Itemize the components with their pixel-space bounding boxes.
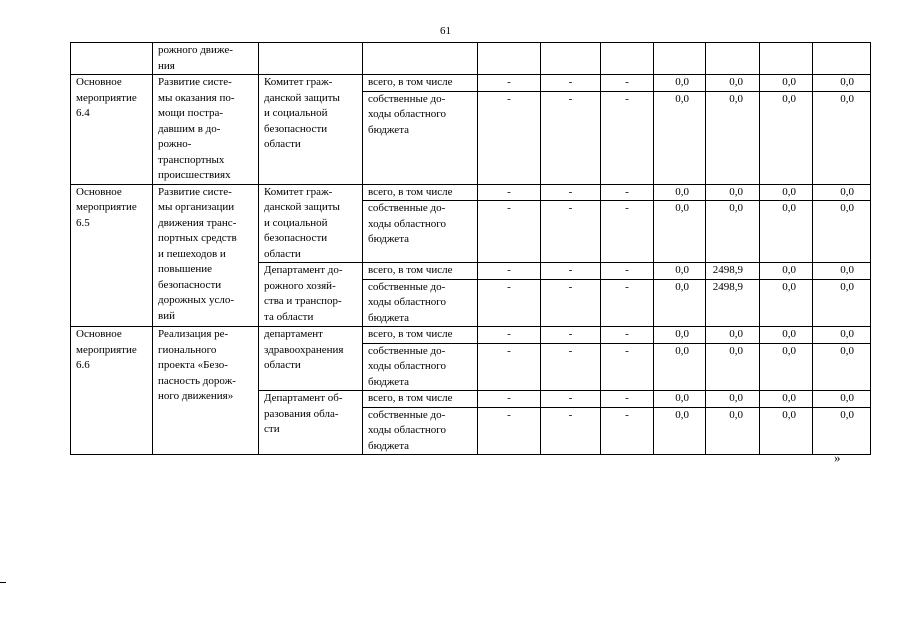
amount-cell: 0,0 — [706, 391, 760, 408]
dash-cell: - — [601, 279, 654, 327]
dash-cell: - — [541, 75, 601, 92]
dash-cell: - — [541, 391, 601, 408]
dash-cell: - — [478, 201, 541, 263]
funding-source-cell: всего, в том числе — [363, 391, 478, 408]
amount-cell: 0,0 — [760, 327, 813, 344]
value-cell — [654, 43, 706, 75]
dash-cell: - — [478, 184, 541, 201]
dash-cell: - — [478, 407, 541, 455]
dash-cell: - — [601, 201, 654, 263]
task-name-cell: Развитие систе- мы оказания по- мощи постра- давшим в до- рожно- транспортных происшествиях — [153, 75, 259, 185]
dash-cell: - — [541, 184, 601, 201]
dash-cell: - — [601, 407, 654, 455]
table-body — [71, 43, 871, 455]
amount-cell: 0,0 — [760, 91, 813, 184]
funding-source-cell: всего, в том числе — [363, 263, 478, 280]
funding-source-cell: собственные до- ходы областного бюджета — [363, 91, 478, 184]
amount-cell: 0,0 — [706, 201, 760, 263]
task-cell: рожного движе- ния — [153, 43, 259, 75]
amount-cell: 0,0 — [760, 201, 813, 263]
amount-cell: 0,0 — [813, 279, 871, 327]
activity-cell: Основное мероприятие 6.5 — [71, 184, 153, 327]
value-cell — [760, 43, 813, 75]
amount-cell: 0,0 — [813, 407, 871, 455]
activity-cell: Основное мероприятие 6.4 — [71, 75, 153, 185]
amount-cell: 0,0 — [654, 407, 706, 455]
dash-cell: - — [478, 75, 541, 92]
dash-cell: - — [478, 391, 541, 408]
amount-cell: 0,0 — [813, 327, 871, 344]
amount-cell: 0,0 — [654, 343, 706, 391]
amount-cell: 0,0 — [813, 184, 871, 201]
amount-cell: 0,0 — [706, 184, 760, 201]
task-name-cell: Реализация ре- гионального проекта «Безо- пасность дорож- ного движения» — [153, 327, 259, 455]
amount-cell: 0,0 — [654, 327, 706, 344]
amount-cell: 0,0 — [654, 279, 706, 327]
table-row — [71, 75, 871, 92]
budget-table — [70, 42, 871, 455]
amount-cell: 0,0 — [706, 407, 760, 455]
amount-cell: 0,0 — [760, 279, 813, 327]
page-number: 61 — [440, 25, 451, 37]
amount-cell: 0,0 — [760, 407, 813, 455]
dash-cell: - — [478, 279, 541, 327]
margin-mark — [0, 582, 6, 583]
value-cell — [813, 43, 871, 75]
amount-cell: 2498,9 — [706, 263, 760, 280]
amount-cell: 0,0 — [813, 391, 871, 408]
funding-source-cell: собственные до- ходы областного бюджета — [363, 279, 478, 327]
amount-cell: 0,0 — [706, 91, 760, 184]
amount-cell: 0,0 — [813, 75, 871, 92]
dash-cell: - — [541, 343, 601, 391]
dash-cell: - — [601, 75, 654, 92]
dash-cell: - — [541, 201, 601, 263]
amount-cell: 2498,9 — [706, 279, 760, 327]
amount-cell: 0,0 — [654, 391, 706, 408]
amount-cell: 0,0 — [760, 343, 813, 391]
activity-cell — [71, 43, 153, 75]
dash-cell: - — [478, 263, 541, 280]
amount-cell: 0,0 — [706, 343, 760, 391]
executor-cell: Департамент до- рожного хозяй- ства и транспор- та области — [259, 263, 363, 327]
amount-cell: 0,0 — [813, 343, 871, 391]
amount-cell: 0,0 — [654, 201, 706, 263]
amount-cell: 0,0 — [760, 263, 813, 280]
closing-quote: » — [834, 450, 841, 465]
amount-cell: 0,0 — [706, 75, 760, 92]
dash-cell: - — [541, 91, 601, 184]
dash-cell: - — [601, 391, 654, 408]
dash-cell: - — [541, 279, 601, 327]
table-row — [71, 327, 871, 344]
amount-cell: 0,0 — [760, 391, 813, 408]
executor-cell: Комитет граж- данской защиты и социальной безопасности области — [259, 184, 363, 263]
dash-cell: - — [601, 327, 654, 344]
amount-cell: 0,0 — [654, 91, 706, 184]
dash-cell: - — [478, 327, 541, 344]
amount-cell: 0,0 — [654, 263, 706, 280]
dash-cell: - — [601, 263, 654, 280]
funding-source-cell: всего, в том числе — [363, 75, 478, 92]
funding-source-cell: всего, в том числе — [363, 327, 478, 344]
dash-cell: - — [478, 91, 541, 184]
dash-cell: - — [601, 91, 654, 184]
amount-cell: 0,0 — [760, 184, 813, 201]
dash-cell: - — [601, 343, 654, 391]
dash-cell: - — [541, 327, 601, 344]
dash-cell: - — [541, 263, 601, 280]
value-cell — [601, 43, 654, 75]
dash-cell: - — [601, 184, 654, 201]
amount-cell: 0,0 — [760, 75, 813, 92]
funding-source-cell: собственные до- ходы областного бюджета — [363, 201, 478, 263]
value-cell — [478, 43, 541, 75]
amount-cell: 0,0 — [813, 263, 871, 280]
dash-cell: - — [478, 343, 541, 391]
executor-cell: Комитет граж- данской защиты и социальной безопасности области — [259, 75, 363, 185]
activity-cell: Основное мероприятие 6.6 — [71, 327, 153, 455]
source-cell — [363, 43, 478, 75]
value-cell — [541, 43, 601, 75]
funding-source-cell: собственные до- ходы областного бюджета — [363, 407, 478, 455]
executor-cell: Департамент об- разования обла- сти — [259, 391, 363, 455]
continuation-row — [71, 43, 871, 75]
amount-cell: 0,0 — [654, 184, 706, 201]
executor-cell: департамент здравоохранения области — [259, 327, 363, 391]
task-name-cell: Развитие систе- мы организации движения транс- портных средств и пешеходов и повышение безопасности дорожных усло- вий — [153, 184, 259, 327]
dash-cell: - — [541, 407, 601, 455]
value-cell — [706, 43, 760, 75]
table-row — [71, 184, 871, 201]
amount-cell: 0,0 — [654, 75, 706, 92]
executor-cell — [259, 43, 363, 75]
funding-source-cell: всего, в том числе — [363, 184, 478, 201]
funding-source-cell: собственные до- ходы областного бюджета — [363, 343, 478, 391]
amount-cell: 0,0 — [706, 327, 760, 344]
amount-cell: 0,0 — [813, 201, 871, 263]
amount-cell: 0,0 — [813, 91, 871, 184]
